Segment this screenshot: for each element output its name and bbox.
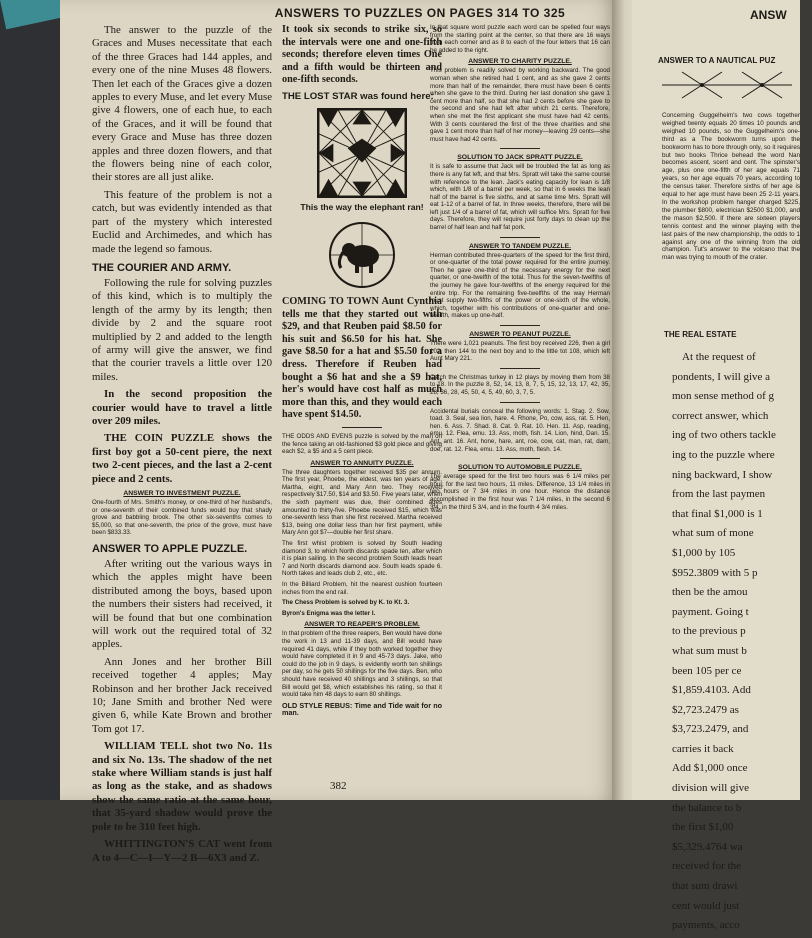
investment-answer: One-fourth of Mrs. Smith's money, or one-third of her husband's, or one-seventh of their combined funds would buy that shady grove and babbling brook. The other six-sevenths comes to $5,000, so that one-seventh, the price of the grove, must have been $833.33. xyxy=(92,499,272,537)
rebus-answer: OLD STYLE REBUS: Time and Tide wait for no man. xyxy=(282,700,442,718)
chess-problem: The Chess Problem is solved by K. to Kt. 3. xyxy=(282,599,410,607)
investment-heading: ANSWER TO INVESTMENT PUZZLE. xyxy=(123,490,241,497)
reaper-answer: In that problem of the three reapers, Ben would have done the work in 13 and 11-39 days, and Bill would have required 41 days, while if they both worked together they would have completed it in 9 and 45-73 days. Jake, who could do the job in 9 days, is evidently worth ten shillings per day, so he gets 50 shillings for the five days. Ben, who should have received 40 shillings and 3 shillings, so that Bill would get $8, which establishes his rating, so that it would take him 48 days to earn 80 shillings. xyxy=(282,630,442,699)
charity-answer: This problem is readily solved by working backward. The good woman when she retired had 1 cent, and as she gave 2 cents more than half of the remainder, there must have been 6 cents when she gave to the third. During her last donation she gave 1 cent more than half, so that she had 2 cents before she gave to the second and she had left after which 21 cents. Therefore, when she met the first applicant she must have had 42 cents. With 3 cents countered the first of the three charities and she gave 1 cent more than half of her money—leaving 29 cents—she must have had 42 cents. xyxy=(430,67,610,143)
real-estate-line: $1,859.4103. Add xyxy=(672,684,751,697)
byron-enigma: Byron's Enigma was the letter I. xyxy=(282,609,376,617)
left-page xyxy=(60,0,620,864)
divider xyxy=(500,148,540,149)
right-running-head: ANSW xyxy=(750,8,787,22)
real-estate-line: At the request of xyxy=(682,351,756,363)
real-estate-line: what sum of mone xyxy=(672,527,754,540)
real-estate-line: ning backward, I show xyxy=(672,468,773,481)
lost-star-label: THE LOST STAR was found here: xyxy=(282,90,434,102)
divider xyxy=(500,402,540,403)
real-estate-line: from the last paymen xyxy=(672,488,766,501)
real-estate-line: the first $1,00 xyxy=(672,821,734,834)
automobile-heading: SOLUTION TO AUTOMOBILE PUZZLE. xyxy=(458,464,582,472)
real-estate-line: $5,329.4764 wa xyxy=(672,840,743,853)
lost-star-diagram xyxy=(317,108,407,198)
real-estate-line: what sum must b xyxy=(672,644,747,657)
automobile-answer: The average speed for the first two hours was 6 1/4 miles per hour, for the last two hours, 11 miles. Difference, 13 1/4 miles in two hours or 7 3/4 miles in one hour. Hence the distance accomplished in the first hour was 7 1/4 miles, in the second 6 3/4, in the third 5 3/4, and in the fourth 4 3/4 miles. xyxy=(430,473,610,511)
annuity-answer: The three daughters together received $35 per annum. The first year, Phoebe, the eldest, was ten years of age, Martha, eight, and Mary Ann two. They received respectively $17.50, $14 and $3.50. Five years later, when the sixth payment was due, their combined ages amounted to thirty-five. Phoebe received $15, which was one-seventh less than she first received. Martha received $13, being one dollar less than her first payment, while Mary Ann got $7—double her first share. xyxy=(282,468,442,537)
clock-strike-answer: It took six seconds to strike six, so the intervals were one and one-fifth seconds; therefore eleven times One and a fifth would be thirteen and one-fifth seconds. xyxy=(282,24,442,86)
real-estate-line: $2,723.2479 as xyxy=(672,703,739,716)
real-estate-line: to the previous p xyxy=(672,625,746,638)
billiard-problem: In the Billiard Problem, hit the nearest cushion fourteen inches from the end rail. xyxy=(282,581,442,596)
right-small-text xyxy=(662,112,800,265)
nautical-diagram xyxy=(662,70,792,100)
real-estate-body xyxy=(672,350,812,938)
divider xyxy=(342,427,382,428)
real-estate-line: then be the amou xyxy=(672,586,748,599)
column-3 xyxy=(430,24,610,784)
sprat-answer: It is safe to assume that Jack will be troubled the fat as long as there is any fat left, and that Mrs. Spratt will take the same course with reference to the lean. Jack's eating capacity for lean is 1/8 which, with 1/8 of a barrel per week, so that in 6 weeks the lean half of the barrel is five sixths, and at same time Mrs. Spratt will eat 1-12 of a barrel of fat. In three weeks, therefore, there will be left just 1/4 of a barrel of fat, which will suffice Mrs. Spratt for five days. Therefore, they will require just forty days to clean up the barrel of half lean and half fat pork. xyxy=(430,163,610,232)
william-tell: WILLIAM TELL shot two No. 11s and six No. 13s. The shadow of the net stake where William stands is just half as long as the stake, and as shadows show the same ratio at the same hour, that 35-yard shadow would prove the pole to be 310 feet high. xyxy=(92,740,272,833)
real-estate-heading: THE REAL ESTATE xyxy=(664,330,737,339)
real-estate-line: $952.3809 with 5 p xyxy=(672,566,758,579)
divider xyxy=(500,237,540,238)
courier-answer: Following the rule for solving puzzles of this kind, which is to multiply the length of the army by its length; then divide by 2 and the square root multiplied by 2 and added to the length of army will give the answer, we find that the courier travels a little over 120 miles. xyxy=(92,276,272,383)
real-estate-line: pondents, I will give a xyxy=(672,370,771,383)
real-estate-line: payment. Going t xyxy=(672,605,749,618)
reaper-heading: ANSWER TO REAPER'S PROBLEM. xyxy=(304,621,420,629)
divider xyxy=(500,325,540,326)
courier-heading: THE COURIER AND ARMY. xyxy=(92,261,232,274)
square-word-answer: In that square word puzzle each word can be spelled four ways from the starting point at the center, so that there are 16 ways from each corner and as 8 to each of the four letters that 16 can be added to the right. xyxy=(430,24,610,54)
page-number: 382 xyxy=(330,780,347,792)
peanut-heading: ANSWER TO PEANUT PUZZLE. xyxy=(469,331,571,338)
odds-evens: THE ODDS AND EVENS puzzle is solved by the man on the fence taking an old-fashioned $3 gold piece and giving each $2, a $5 and a 5 cent piece. xyxy=(282,432,442,456)
apple-distribution: Ann Jones and her brother Bill received together 4 apples; May Robinson and her brother Jack received 10; Jane Smith and brother Ned were given 6, while Kate Brown and brother Tom got 17. xyxy=(92,655,272,735)
nautical-heading: ANSWER TO A NAUTICAL PUZ xyxy=(658,56,776,65)
column-2 xyxy=(282,24,442,784)
divider xyxy=(500,458,540,459)
real-estate-line: correct answer, which xyxy=(672,409,769,422)
right-small-paragraph: Concerning Guggelheim's two cows together weighed twenty equals 20 times 10 pounds and weighed 10 pounds, so the Guggelheim's one-third as a The bookworm turns upon the bookworm has to bore through only, so it requires but two books Thrice behead the word Nan becomes ascent, scent and cent. The spinster's age, plus one one-fifth of her age equals 71 years, so her age equals 70 years, according to the census taker. Therefore sixths of her age is equal to her age must have been 25 2-11 years. In the workshop problem hanger charged $225, the plumber $800, electrician $2500 $1,000, and the mason $2,500. If there are sixteen players tennis contest and the winner playing with the last pairs of the new championship, the odds to 1 against any one of the winning from the old champion. Tut's answer to the volcano that the man was trying to mouth of the crater. xyxy=(662,112,800,262)
courier-second: In the second proposition the courier would have to travel a little over 209 miles. xyxy=(92,388,272,427)
divider xyxy=(500,368,540,369)
tandem-answer: Herman contributed three-quarters of the speed for the first third, or one-quarter of the total power required for the entire journey. Then he gave one-third of the necessary energy for the next quarter, or one-twelfth of the total. Thus for the seven-twelfths of the journey he gave four-twelfths of the energy required for the entire trip. For the remaining five-twelfths of the way Herman must supply two-fifths of the power or one-sixth of the whole, which, together with his contributions of one-quarter and one-twelfth, makes up one-half. xyxy=(430,251,610,320)
apple-answer: After writing out the various ways in which the apples might have been distributed among the boys, based upon the numbers their sisters had received, it will be found that but one combination will work out the required total of 32 apples. xyxy=(92,557,272,651)
real-estate-line: mon sense method of g xyxy=(672,390,775,403)
apple-heading: ANSWER TO APPLE PUZZLE. xyxy=(92,542,248,555)
graces-muses-answer: The answer to the puzzle of the Graces and Muses necessitate that each of the three Graces had 144 apples, and every one of the nine Muses 48 flowers. Then let each of the Graces give a dozen apples to every Muse, and let every Muse give 4 flowers, one of each hue, to each of the Graces, and it will be found that every Grace and Muse has three dozen apples and three dozen flowers, and that the flowers being nine of each color, their stores are all just alike. xyxy=(92,24,272,184)
peanut-answer: There were 1,021 peanuts. The first boy received 226, then a girl 102, then 144 to the next boy and to the little tot 108, which left Aunt Mary 221. xyxy=(430,340,610,363)
real-estate-line: that sum drawi xyxy=(672,880,738,893)
real-estate-line: been 105 per ce xyxy=(672,664,742,677)
real-estate-line: payments, acco xyxy=(672,919,740,932)
graces-feature: This feature of the problem is not a catch, but was evidently intended as that part of the mystery which interested Euclid and Archimedes, and which has made the legend so famous. xyxy=(92,188,272,255)
real-estate-line: cent would just xyxy=(672,899,740,912)
real-estate-line: division will give xyxy=(672,782,749,795)
annuity-heading: ANSWER TO ANNUITY PUZZLE. xyxy=(310,459,414,467)
turkey-answer: Catch the Christmas turkey in 12 plays by moving them from 38 to 18. In the puzzle 8, 52, 14, 13, 8, 7, 5, 15, 12, 13, 17, 42, 35, 28, 36, 28, 45, 50, 4, 5, 49, 60, 3, 7, 5. xyxy=(430,373,610,396)
column-1 xyxy=(92,24,272,864)
whist-problem: The first whist problem is solved by South leading diamond 3, to which North discards spade ten, after which it is plain sailing. In the second problem South leads heart 7 and North discards diamond ace. South leads spade 6. North takes and leads club 2, etc., etc. xyxy=(282,540,442,578)
sprat-heading: SOLUTION TO JACK SPRATT PUZZLE. xyxy=(457,154,583,162)
real-estate-line: received for the xyxy=(672,860,742,873)
right-page xyxy=(632,0,800,932)
real-estate-line: Add $1,000 once xyxy=(672,762,748,775)
real-estate-line: carries it back xyxy=(672,742,734,755)
coin-puzzle: THE COIN PUZZLE shows the first boy got a 50-cent piere, the next two 2-cent pieces, and the last a 2-cent piece and 2 cents. xyxy=(92,432,272,485)
real-estate-line: ing to the puzzle where xyxy=(672,448,775,461)
tandem-heading: ANSWER TO TANDEM PUZZLE. xyxy=(468,242,572,250)
whittington-cat: WHITTINGTON'S CAT went from A to 4—C—I—Y—2 B—6X3 and Z. xyxy=(92,838,272,864)
real-estate-line: that final $1,000 is 1 xyxy=(672,507,763,520)
elephant-caption: This the way the elephant ran! xyxy=(300,201,424,212)
real-estate-line: ing of two others tackle xyxy=(672,429,776,442)
coming-to-town: COMING TO TOWN Aunt Cynthia tells me that they started out with $29, and that Reuben paid $8.50 for his suit and $6.50 for his hat. She gave $8.50 for a hat and $5.50 for a dress. Therefore if Reuben had bought a $6 hat and she a $9 hat, her's would have cost half as much more than this, and they would each have spent $14.50. xyxy=(282,295,442,421)
real-estate-line: the balance to b xyxy=(672,801,742,814)
real-estate-line: $3,723.2479, and xyxy=(672,723,749,736)
elephant-maze-diagram xyxy=(325,220,399,290)
burials-answer: Accidental burials conceal the following words: 1. Stag. 2. Sow, toad. 3. Seal, sea lion, hare. 4. Rhone, Po, cow, ass, rat. 5. Hen, hen. 6. Ass. 7. Shad. 8. Cat. 9. Rat. 10. Hen. 11. Asp, reading, emu. 12. Flea, emu. 13. Ass, moth, fish. 14. Lion, hind, Dan. 15. Ant, ant. 16. Ant, hone, hare, ant, roe, cow, cat, man, rat, dam, doe, rat. 12. Flea, emu. 13. Ass, moth, flesh. 14. xyxy=(430,407,610,453)
charity-heading: ANSWER TO CHARITY PUZZLE. xyxy=(468,58,572,66)
real-estate-line: $1,000 by 105 xyxy=(672,546,736,559)
running-head: ANSWERS TO PUZZLES ON PAGES 314 TO 325 xyxy=(274,6,566,20)
